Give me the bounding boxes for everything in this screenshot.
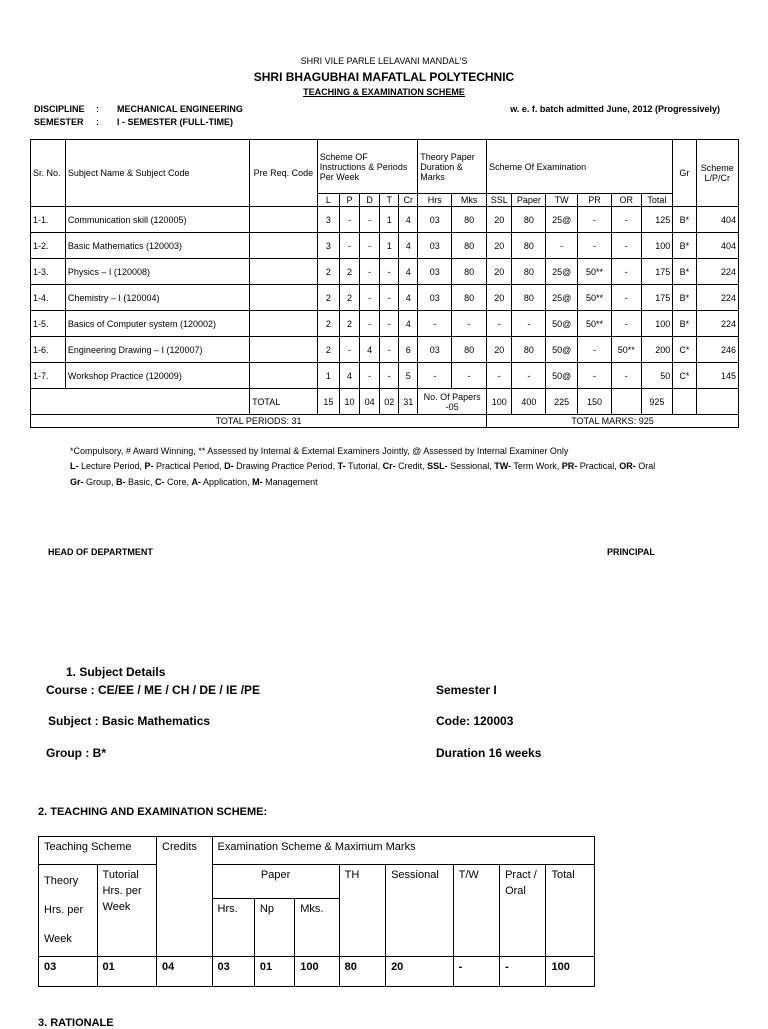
col-exam: Scheme Of Examination [487,140,673,194]
cell-total: 50 [641,363,673,389]
cell-d: - [360,311,380,337]
cell-p: 2 [340,285,360,311]
semester-value: I - SEMESTER (FULL-TIME) [117,117,233,127]
cell-mks: 80 [452,285,487,311]
total-pr: 150 [578,389,612,415]
cell-paper: 80 [512,207,546,233]
legend-line-3 [70,477,318,487]
cell-ssl: - [487,311,512,337]
total-ssl: 100 [487,389,512,415]
cell-gr: B* [673,285,696,311]
legend-text: Basic, [125,477,156,487]
sub-pr: PR [578,194,612,207]
ts-h-hrs: Hrs. [212,899,254,957]
cell-paper: 80 [512,337,546,363]
legend-key: C- [155,477,165,487]
cell-tw: 25@ [546,285,578,311]
cell-or: - [611,259,641,285]
ts-v-total: 100 [546,957,595,987]
cell-t: - [380,363,399,389]
legend-text: Sessional, [447,461,495,471]
cell-p: - [340,233,360,259]
cell-ssl: 20 [487,207,512,233]
cell-prereq [250,363,318,389]
totals-summary-row [31,415,739,428]
cell-cr: 4 [399,207,418,233]
legend-text: Drawing Practice Period, [233,461,338,471]
cell-d: 4 [360,337,380,363]
cell-name: Engineering Drawing – I (120007) [65,337,249,363]
ts-h-pract: Pract / Oral [500,865,546,957]
cell-l: 3 [317,207,339,233]
total-periods: TOTAL PERIODS: 31 [31,415,487,428]
cell-ssl: 20 [487,285,512,311]
cell-p: - [340,207,360,233]
cell-or: 50** [611,337,641,363]
ts-h-total: Total [546,865,595,957]
cell-total: 175 [641,259,673,285]
cell-sr: 1-6. [31,337,66,363]
legend-text: Application, [201,477,253,487]
ts-h-theory: Theory Hrs. per Week [39,865,98,957]
cell-mks: 80 [452,259,487,285]
total-papers: No. Of Papers -05 [418,389,487,415]
subject-details-heading: 1. Subject Details [66,665,166,679]
ts-v-hrs: 03 [212,957,254,987]
legend-key: Cr- [382,461,396,471]
ts-v-credits: 04 [157,957,212,987]
legend-text: Practical Period, [153,461,225,471]
cell-or: - [611,285,641,311]
cell-mks: 80 [452,207,487,233]
cell-paper: - [512,363,546,389]
cell-sr: 1-5. [31,311,66,337]
hod-signature: HEAD OF DEPARTMENT [48,547,153,557]
cell-d: - [360,259,380,285]
sub-d: D [360,194,380,207]
legend-key: Gr- [70,477,84,487]
cell-pr: 50** [578,259,612,285]
legend-key: SSL- [427,461,448,471]
cell-prereq [250,285,318,311]
cell-d: - [360,207,380,233]
legend-key: B- [116,477,126,487]
cell-cr: 4 [399,233,418,259]
ts-h-th: TH [339,865,385,957]
cell-cr: 5 [399,363,418,389]
cell-mks: - [452,363,487,389]
cell-t: - [380,311,399,337]
sub-cr: Cr [399,194,418,207]
cell-l: 3 [317,233,339,259]
total-marks: TOTAL MARKS: 925 [487,415,739,428]
sub-paper: Paper [512,194,546,207]
cell-cr: 4 [399,259,418,285]
sub-tw: TW [546,194,578,207]
cell-t: - [380,285,399,311]
semester-colon: : [96,117,99,127]
legend-text: Practical, [577,461,620,471]
cell-p: 2 [340,311,360,337]
cell-or: - [611,207,641,233]
cell-cr: 4 [399,285,418,311]
cell-hrs: 03 [418,233,452,259]
cell-gr: B* [673,207,696,233]
cell-sr: 1-3. [31,259,66,285]
cell-cr: 4 [399,311,418,337]
ts-h-teaching: Teaching Scheme [39,837,157,865]
ts-v-mks: 100 [295,957,339,987]
cell-l: 2 [317,337,339,363]
cell-mks: - [452,311,487,337]
discipline-colon: : [96,104,99,114]
org-name: SHRI VILE PARLE LELAVANI MANDAL'S [300,56,468,66]
cell-sr: 1-2. [31,233,66,259]
cell-t: - [380,259,399,285]
cell-d: - [360,363,380,389]
cell-ssl: 20 [487,337,512,363]
cell-tw: 50@ [546,311,578,337]
sub-or: OR [611,194,641,207]
ts-v-sessional: 20 [386,957,454,987]
cell-scheme: 145 [696,363,738,389]
cell-mks: 80 [452,233,487,259]
cell-gr: B* [673,311,696,337]
sub-p: P [340,194,360,207]
sub-ssl: SSL [487,194,512,207]
legend-text: Oral [635,461,656,471]
sub-mks: Mks [452,194,487,207]
cell-scheme: 404 [696,207,738,233]
cell-pr: - [578,363,612,389]
header-row [31,140,739,194]
table-row [31,311,739,337]
ts-v-tutorial: 01 [97,957,157,987]
col-prereq: Pre Req. Code [250,140,318,207]
ts-v-tw: - [453,957,499,987]
cell-pr: 50** [578,285,612,311]
col-instructions: Scheme OF Instructions & Periods Per Week [317,140,418,194]
code-line: Code: 120003 [436,714,514,728]
cell-paper: 80 [512,259,546,285]
course-line: Course : CE/EE / ME / CH / DE / IE /PE [46,683,261,697]
cell-prereq [250,207,318,233]
cell-l: 2 [317,285,339,311]
discipline-label: DISCIPLINE [34,104,85,114]
total-label: TOTAL [250,389,318,415]
cell-sr: 1-4. [31,285,66,311]
cell-name: Communication skill (120005) [65,207,249,233]
cell-tw: 25@ [546,259,578,285]
cell-gr: B* [673,233,696,259]
ts-h-np: Np [254,899,294,957]
cell-sr: 1-1. [31,207,66,233]
cell-pr: - [578,207,612,233]
cell-l: 2 [317,311,339,337]
duration-line: Duration 16 weeks [436,746,542,760]
cell-or: - [611,363,641,389]
cell-gr: C* [673,337,696,363]
ts-h-paper: Paper [212,865,339,899]
cell-or: - [611,311,641,337]
scheme-title: TEACHING & EXAMINATION SCHEME [303,87,465,97]
cell-hrs: - [418,363,452,389]
ts-values-row [39,957,595,987]
cell-scheme: 404 [696,233,738,259]
cell-hrs: 03 [418,207,452,233]
rationale-heading: 3. RATIONALE [38,1017,114,1029]
cell-paper: 80 [512,233,546,259]
cell-tw: 50@ [546,363,578,389]
ts-h-exam: Examination Scheme & Maximum Marks [212,837,594,865]
cell-prereq [250,233,318,259]
total-d: 04 [360,389,380,415]
cell-prereq [250,337,318,363]
legend-key: L- [70,461,79,471]
cell-name: Basics of Computer system (120002) [65,311,249,337]
teaching-scheme-heading: 2. TEACHING AND EXAMINATION SCHEME: [38,806,268,818]
institute-name: SHRI BHAGUBHAI MAFATLAL POLYTECHNIC [253,70,515,84]
col-sr: Sr. No. [31,140,66,207]
total-paper: 400 [512,389,546,415]
cell-total: 100 [641,233,673,259]
cell-gr: B* [673,259,696,285]
cell-l: 2 [317,259,339,285]
cell-total: 125 [641,207,673,233]
total-p: 10 [340,389,360,415]
cell-t: 1 [380,233,399,259]
ts-h-mks: Mks. [295,899,339,957]
ts-v-pract: - [500,957,546,987]
cell-paper: 80 [512,285,546,311]
total-t: 02 [380,389,399,415]
cell-sr: 1-7. [31,363,66,389]
cell-scheme: 224 [696,311,738,337]
teaching-scheme-table [38,836,595,987]
sub-l: L [317,194,339,207]
cell-prereq [250,259,318,285]
cell-hrs: 03 [418,285,452,311]
cell-p: 4 [340,363,360,389]
group-line: Group : B* [46,746,106,760]
table-row [31,259,739,285]
cell-ssl: 20 [487,233,512,259]
sub-t: T [380,194,399,207]
table-row [31,363,739,389]
cell-l: 1 [317,363,339,389]
cell-name: Basic Mathematics (120003) [65,233,249,259]
legend-key: A- [191,477,202,487]
table-row [31,233,739,259]
total-total: 925 [641,389,673,415]
col-gr: Gr [673,140,696,207]
scheme-table [30,139,739,428]
legend-key: TW- [494,461,512,471]
legend-key: OR- [619,461,636,471]
cell-or: - [611,233,641,259]
legend-text: Tutorial, [345,461,383,471]
cell-cr: 6 [399,337,418,363]
legend-text: Lecture Period, [78,461,145,471]
legend-key: T- [337,461,346,471]
ts-v-theory: 03 [39,957,98,987]
subject-line: Subject : Basic Mathematics [48,714,211,728]
cell-name: Physics – I (120008) [65,259,249,285]
legend-text: Credit, [395,461,428,471]
table-row [31,207,739,233]
discipline-value: MECHANICAL ENGINEERING [117,104,243,114]
cell-p: 2 [340,259,360,285]
ts-v-th: 80 [339,957,385,987]
col-theory: Theory Paper Duration & Marks [418,140,487,194]
cell-ssl: 20 [487,259,512,285]
sub-total: Total [641,194,673,207]
cell-name: Chemistry – I (120004) [65,285,249,311]
total-tw: 225 [546,389,578,415]
cell-pr: - [578,233,612,259]
total-l: 15 [317,389,339,415]
cell-hrs: 03 [418,259,452,285]
cell-t: 1 [380,207,399,233]
cell-paper: - [512,311,546,337]
cell-name: Workshop Practice (120009) [65,363,249,389]
cell-total: 200 [641,337,673,363]
ts-h-tw: T/W [453,865,499,957]
cell-pr: - [578,337,612,363]
cell-tw: - [546,233,578,259]
cell-scheme: 224 [696,259,738,285]
cell-pr: 50** [578,311,612,337]
col-scheme: Scheme L/P/Cr [696,140,738,207]
cell-total: 175 [641,285,673,311]
wef-note: w. e. f. batch admitted June, 2012 (Progressively) [510,104,720,114]
principal-signature: PRINCIPAL [607,547,655,557]
ts-h-credits: Credits [157,837,212,957]
total-cr: 31 [399,389,418,415]
legend-text: Management [262,477,318,487]
cell-hrs: - [418,311,452,337]
cell-gr: C* [673,363,696,389]
cell-tw: 25@ [546,207,578,233]
ts-v-np: 01 [254,957,294,987]
table-row [31,285,739,311]
legend-text: Core, [164,477,192,487]
cell-d: - [360,233,380,259]
legend-text: Term Work, [511,461,562,471]
cell-hrs: 03 [418,337,452,363]
cell-ssl: - [487,363,512,389]
semester-label: SEMESTER [34,117,84,127]
legend-key: P- [144,461,154,471]
cell-p: - [340,337,360,363]
cell-scheme: 246 [696,337,738,363]
cell-scheme: 224 [696,285,738,311]
cell-tw: 50@ [546,337,578,363]
legend-key: D- [224,461,234,471]
cell-d: - [360,285,380,311]
legend-key: M- [252,477,263,487]
legend-line-2 [70,461,655,471]
legend-line-1: *Compulsory, # Award Winning, ** Assessed by Internal & External Examiners Jointly, @ Assessed by Internal Examiner Only [70,446,569,456]
total-row [31,389,739,415]
sub-hrs: Hrs [418,194,452,207]
cell-total: 100 [641,311,673,337]
semester-line: Semester I [436,683,497,697]
legend-text: Group, [83,477,117,487]
cell-mks: 80 [452,337,487,363]
cell-prereq [250,311,318,337]
ts-h-tutorial: Tutorial Hrs. per Week [97,865,157,957]
ts-h-sessional: Sessional [386,865,454,957]
cell-t: - [380,337,399,363]
col-subject: Subject Name & Subject Code [65,140,249,207]
legend-key: PR- [561,461,578,471]
table-row [31,337,739,363]
